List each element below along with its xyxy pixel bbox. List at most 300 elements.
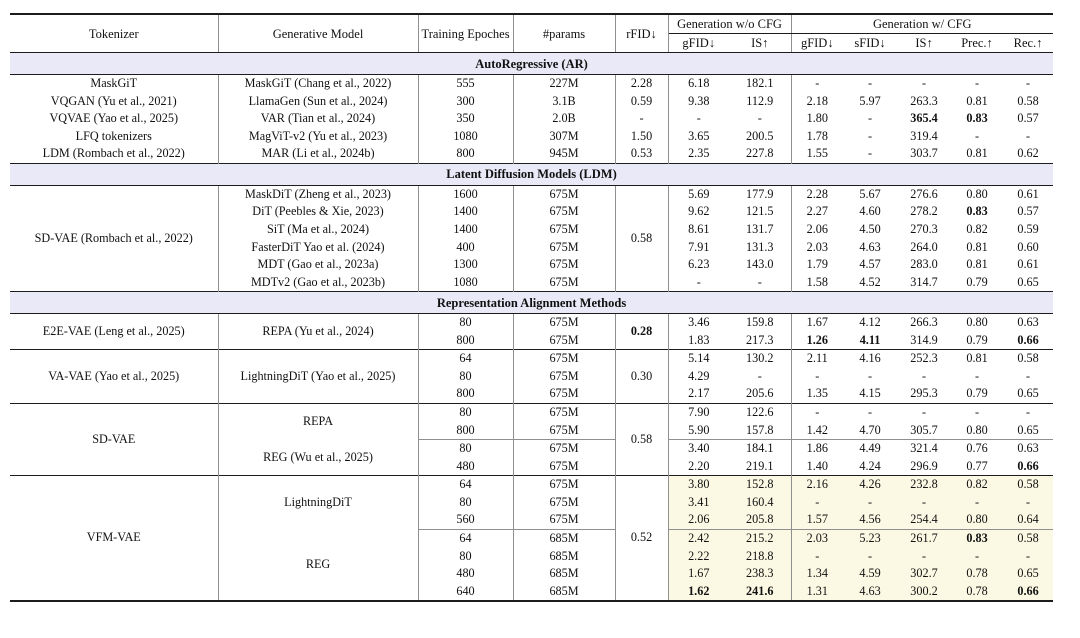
cell-gfid-w: - bbox=[815, 76, 820, 90]
cell-is-wo: 200.5 bbox=[729, 128, 791, 146]
cell-gfid-w: - bbox=[791, 548, 843, 566]
cell-tokenizer: VFM-VAE bbox=[10, 476, 218, 601]
cell-gfid-w: 1.79 bbox=[806, 257, 828, 272]
col-header-params: #params bbox=[513, 14, 615, 53]
cell-gfid-wo: 3.41 bbox=[668, 494, 729, 512]
cell-params: 227M bbox=[513, 75, 615, 93]
cell-epochs: 64 bbox=[418, 350, 513, 368]
cell-epochs: 800 bbox=[418, 145, 513, 163]
cell-is-wo: 112.9 bbox=[729, 93, 791, 111]
cell-rfid: 0.52 bbox=[615, 476, 668, 601]
cell-sfid-w: - bbox=[867, 128, 873, 143]
cell-sfid-w: - bbox=[867, 146, 873, 161]
col-header-gfid-wo: gFID↓ bbox=[668, 34, 729, 53]
cell-is-w: 314.7 bbox=[910, 274, 938, 289]
col-header-training-epoches: Training Epoches bbox=[418, 14, 513, 53]
cell-gfid-w: 2.28 bbox=[806, 186, 828, 201]
cell-params: 675M bbox=[513, 440, 615, 458]
cell-sfid-w: 4.50 bbox=[859, 221, 881, 236]
cell-params: 675M bbox=[513, 350, 615, 368]
col-group-generation-w-cfg: Generation w/ CFG bbox=[791, 14, 1053, 34]
cell-gfid-wo: 2.42 bbox=[668, 529, 729, 547]
cell-rfid: 0.28 bbox=[615, 314, 668, 350]
cell-is-wo: 177.9 bbox=[729, 185, 791, 203]
cell-is-w: 300.2 bbox=[897, 583, 951, 602]
cell-is-w: - bbox=[921, 368, 927, 383]
cell-is-wo: 121.5 bbox=[729, 203, 791, 221]
cell-sfid-w: 4.11 bbox=[859, 332, 881, 347]
cell-prec: 0.81 bbox=[966, 257, 988, 272]
cell-sfid-w: 4.24 bbox=[859, 458, 881, 473]
cell-is-wo: 159.8 bbox=[729, 314, 791, 332]
cell-is-wo: 218.8 bbox=[729, 548, 791, 566]
table-row bbox=[10, 185, 1053, 203]
cell-is-wo: 122.6 bbox=[729, 404, 791, 422]
cell-gfid-wo: 6.18 bbox=[688, 76, 710, 90]
cell-tokenizer: LFQ tokenizers bbox=[10, 128, 218, 146]
table-row bbox=[10, 314, 1053, 332]
section-title: Latent Diffusion Models (LDM) bbox=[10, 163, 1053, 185]
results-table bbox=[10, 13, 1053, 602]
cell-rec: 0.57 bbox=[1017, 111, 1039, 126]
cell-params: 685M bbox=[513, 565, 615, 583]
cell-model: MaskDiT (Zheng et al., 2023) bbox=[218, 185, 418, 203]
cell-rec: - bbox=[1003, 494, 1053, 512]
col-header-prec: Prec.↑ bbox=[951, 34, 1003, 53]
cell-tokenizer: SD-VAE (Rombach et al., 2022) bbox=[10, 185, 218, 291]
cell-gfid-w: 1.80 bbox=[806, 111, 828, 126]
cell-gfid-w: 2.06 bbox=[806, 221, 828, 236]
cell-params: 675M bbox=[513, 314, 615, 332]
section-band-row bbox=[10, 292, 1053, 314]
cell-rec: 0.66 bbox=[1017, 458, 1039, 473]
cell-sfid-w: - bbox=[843, 404, 897, 422]
cell-prec: 0.78 bbox=[951, 583, 1003, 602]
cell-rec: 0.62 bbox=[1017, 146, 1039, 161]
cell-is-w: 319.4 bbox=[910, 128, 938, 143]
table-row bbox=[10, 75, 1053, 93]
table-body bbox=[10, 53, 1053, 602]
cell-gfid-wo: 6.23 bbox=[688, 257, 710, 272]
cell-is-w: 283.0 bbox=[910, 257, 938, 272]
cell-prec: 0.81 bbox=[966, 146, 988, 161]
cell-prec: - bbox=[951, 494, 1003, 512]
cell-gfid-w: 2.03 bbox=[791, 529, 843, 547]
cell-params: 2.0B bbox=[513, 110, 615, 128]
cell-params: 685M bbox=[513, 529, 615, 547]
cell-gfid-w: 1.31 bbox=[791, 583, 843, 602]
cell-gfid-wo: 5.69 bbox=[688, 186, 710, 201]
cell-rec: 0.65 bbox=[1017, 386, 1039, 401]
cell-sfid-w: 4.52 bbox=[859, 274, 881, 289]
cell-is-w: 261.7 bbox=[897, 529, 951, 547]
cell-epochs: 1400 bbox=[418, 203, 513, 221]
cell-model: MaskGiT (Chang et al., 2022) bbox=[218, 75, 418, 93]
cell-gfid-w: 1.40 bbox=[806, 458, 828, 473]
cell-prec: 0.82 bbox=[966, 221, 988, 236]
cell-prec: 0.79 bbox=[966, 274, 988, 289]
cell-sfid-w: 5.23 bbox=[843, 529, 897, 547]
cell-epochs: 555 bbox=[418, 75, 513, 93]
cell-model: FasterDiT Yao et al. (2024) bbox=[218, 239, 418, 257]
cell-is-w: 266.3 bbox=[910, 315, 938, 330]
cell-gfid-wo: 2.22 bbox=[668, 548, 729, 566]
cell-rfid: 0.59 bbox=[615, 93, 668, 111]
cell-model: MDT (Gao et al., 2023a) bbox=[218, 256, 418, 274]
cell-gfid-w: 2.18 bbox=[806, 93, 828, 108]
cell-model: DiT (Peebles & Xie, 2023) bbox=[218, 203, 418, 221]
table-row bbox=[10, 350, 1053, 368]
cell-model: LlamaGen (Sun et al., 2024) bbox=[218, 93, 418, 111]
cell-rec: - bbox=[1026, 128, 1031, 143]
cell-gfid-w: - bbox=[791, 404, 843, 422]
cell-is-wo: 131.7 bbox=[729, 221, 791, 239]
cell-model: LightningDiT (Yao et al., 2025) bbox=[218, 350, 418, 404]
cell-gfid-wo: 5.14 bbox=[668, 350, 729, 368]
cell-params: 675M bbox=[513, 385, 615, 403]
cell-epochs: 80 bbox=[418, 314, 513, 332]
cell-model: REG (Wu et al., 2025) bbox=[218, 440, 418, 476]
col-header-is-wo: IS↑ bbox=[729, 34, 791, 53]
cell-sfid-w: 4.63 bbox=[843, 583, 897, 602]
cell-epochs: 80 bbox=[418, 440, 513, 458]
cell-is-wo: 130.2 bbox=[729, 350, 791, 368]
cell-epochs: 80 bbox=[418, 368, 513, 386]
cell-epochs: 300 bbox=[418, 93, 513, 111]
cell-epochs: 80 bbox=[418, 494, 513, 512]
col-header-tokenizer: Tokenizer bbox=[10, 14, 218, 53]
cell-gfid-w: 2.11 bbox=[791, 350, 843, 368]
cell-rec: 0.65 bbox=[1003, 565, 1053, 583]
cell-prec: 0.83 bbox=[951, 529, 1003, 547]
cell-is-wo: 184.1 bbox=[729, 440, 791, 458]
cell-is-wo: 143.0 bbox=[729, 256, 791, 274]
cell-epochs: 80 bbox=[418, 548, 513, 566]
cell-is-wo: 219.1 bbox=[729, 458, 791, 476]
cell-gfid-wo: 3.80 bbox=[668, 476, 729, 494]
cell-params: 945M bbox=[513, 145, 615, 163]
cell-is-w: 232.8 bbox=[897, 476, 951, 494]
cell-is-w: 276.6 bbox=[910, 186, 938, 201]
cell-sfid-w: 4.57 bbox=[859, 257, 881, 272]
cell-gfid-wo: 3.46 bbox=[688, 315, 710, 330]
cell-epochs: 800 bbox=[418, 385, 513, 403]
cell-prec: - bbox=[951, 548, 1003, 566]
cell-params: 675M bbox=[513, 404, 615, 422]
cell-is-w: 305.7 bbox=[910, 422, 938, 437]
cell-rec: 0.66 bbox=[1017, 332, 1039, 347]
cell-sfid-w: 5.67 bbox=[859, 186, 881, 201]
cell-params: 675M bbox=[513, 368, 615, 386]
cell-model: MagViT-v2 (Yu et al., 2023) bbox=[218, 128, 418, 146]
cell-params: 307M bbox=[513, 128, 615, 146]
cell-is-w: 365.4 bbox=[910, 111, 938, 126]
cell-sfid-w: 4.56 bbox=[843, 511, 897, 529]
cell-is-w: 263.3 bbox=[910, 93, 938, 108]
cell-is-wo: 160.4 bbox=[729, 494, 791, 512]
cell-params: 675M bbox=[513, 203, 615, 221]
cell-sfid-w: - bbox=[867, 76, 873, 90]
cell-rec: 0.57 bbox=[1017, 204, 1039, 219]
cell-rfid: 0.58 bbox=[615, 185, 668, 291]
cell-rec: 0.64 bbox=[1003, 511, 1053, 529]
cell-prec: - bbox=[974, 128, 980, 143]
header-row-groups bbox=[10, 14, 1053, 34]
cell-gfid-w: 1.34 bbox=[791, 565, 843, 583]
cell-is-w: 303.7 bbox=[910, 146, 938, 161]
cell-sfid-w: 4.49 bbox=[843, 440, 897, 458]
cell-rec: 0.65 bbox=[1017, 274, 1039, 289]
cell-is-w: 321.4 bbox=[897, 440, 951, 458]
table-header bbox=[10, 14, 1053, 53]
cell-is-wo: - bbox=[729, 110, 791, 128]
cell-gfid-wo: 5.90 bbox=[688, 422, 710, 437]
cell-params: 675M bbox=[513, 185, 615, 203]
cell-gfid-wo: 2.35 bbox=[688, 146, 710, 161]
cell-prec: 0.79 bbox=[966, 332, 988, 347]
cell-sfid-w: 4.59 bbox=[843, 565, 897, 583]
cell-tokenizer: LDM (Rombach et al., 2022) bbox=[10, 145, 218, 163]
cell-params: 675M bbox=[513, 274, 615, 292]
cell-rec: - bbox=[1026, 76, 1031, 90]
col-header-generative-model: Generative Model bbox=[218, 14, 418, 53]
cell-rec: 0.61 bbox=[1017, 186, 1039, 201]
cell-gfid-wo: 3.65 bbox=[688, 128, 710, 143]
cell-is-w: 254.4 bbox=[897, 511, 951, 529]
cell-prec: 0.80 bbox=[966, 315, 988, 330]
cell-sfid-w: 4.60 bbox=[859, 204, 881, 219]
cell-model: MDTv2 (Gao et al., 2023b) bbox=[218, 274, 418, 292]
table-row bbox=[10, 404, 1053, 422]
cell-is-w: - bbox=[897, 548, 951, 566]
col-header-rec: Rec.↑ bbox=[1003, 34, 1053, 53]
cell-gfid-wo: 9.62 bbox=[688, 204, 710, 219]
cell-gfid-w: 2.27 bbox=[806, 204, 828, 219]
cell-prec: 0.80 bbox=[966, 422, 988, 437]
cell-epochs: 640 bbox=[418, 583, 513, 602]
col-header-is-w: IS↑ bbox=[897, 34, 951, 53]
cell-tokenizer: E2E-VAE (Leng et al., 2025) bbox=[10, 314, 218, 350]
cell-rfid: 1.50 bbox=[615, 128, 668, 146]
cell-is-wo: - bbox=[729, 368, 791, 386]
cell-is-wo: 157.8 bbox=[729, 422, 791, 440]
cell-model: REPA (Yu et al., 2024) bbox=[218, 314, 418, 350]
col-header-sfid-w: sFID↓ bbox=[843, 34, 897, 53]
cell-prec: - bbox=[951, 404, 1003, 422]
cell-sfid-w: 4.15 bbox=[859, 386, 881, 401]
cell-sfid-w: 4.12 bbox=[859, 315, 881, 330]
cell-rec: - bbox=[1003, 404, 1053, 422]
cell-params: 685M bbox=[513, 583, 615, 602]
cell-is-wo: 215.2 bbox=[729, 529, 791, 547]
cell-is-w: 314.9 bbox=[910, 332, 938, 347]
cell-sfid-w: 4.16 bbox=[843, 350, 897, 368]
cell-is-w: 295.3 bbox=[910, 386, 938, 401]
cell-params: 675M bbox=[513, 256, 615, 274]
cell-is-w: 270.3 bbox=[910, 221, 938, 236]
cell-gfid-wo: 8.61 bbox=[688, 221, 710, 236]
table-row bbox=[10, 476, 1053, 494]
cell-sfid-w: - bbox=[867, 368, 873, 383]
cell-params: 675M bbox=[513, 511, 615, 529]
cell-tokenizer: VQVAE (Yao et al., 2025) bbox=[10, 110, 218, 128]
cell-epochs: 80 bbox=[418, 404, 513, 422]
cell-params: 675M bbox=[513, 458, 615, 476]
cell-rec: 0.58 bbox=[1017, 93, 1039, 108]
cell-is-w: 278.2 bbox=[910, 204, 938, 219]
cell-gfid-w: 1.58 bbox=[806, 274, 828, 289]
table-row bbox=[10, 93, 1053, 111]
cell-rfid: 0.30 bbox=[615, 350, 668, 404]
col-group-generation-wo-cfg: Generation w/o CFG bbox=[668, 14, 791, 34]
cell-epochs: 64 bbox=[418, 529, 513, 547]
cell-gfid-w: 1.35 bbox=[806, 386, 828, 401]
table-row bbox=[10, 145, 1053, 163]
cell-epochs: 800 bbox=[418, 422, 513, 440]
cell-epochs: 1080 bbox=[418, 274, 513, 292]
cell-is-w: 264.0 bbox=[910, 239, 938, 254]
cell-epochs: 480 bbox=[418, 565, 513, 583]
cell-params: 675M bbox=[513, 221, 615, 239]
cell-gfid-w: 1.42 bbox=[806, 422, 828, 437]
cell-tokenizer: SD-VAE bbox=[10, 404, 218, 476]
cell-gfid-wo: 4.29 bbox=[688, 368, 710, 383]
cell-rec: 0.59 bbox=[1017, 221, 1039, 236]
cell-is-wo: 227.8 bbox=[729, 145, 791, 163]
cell-gfid-wo: 1.83 bbox=[688, 332, 710, 347]
cell-is-w: - bbox=[897, 404, 951, 422]
cell-prec: 0.81 bbox=[966, 93, 988, 108]
cell-epochs: 480 bbox=[418, 458, 513, 476]
cell-gfid-wo: 3.40 bbox=[668, 440, 729, 458]
cell-epochs: 64 bbox=[418, 476, 513, 494]
cell-model: LightningDiT bbox=[218, 476, 418, 530]
cell-gfid-wo: 7.91 bbox=[688, 239, 710, 254]
cell-prec: 0.80 bbox=[966, 186, 988, 201]
cell-epochs: 1400 bbox=[418, 221, 513, 239]
cell-params: 675M bbox=[513, 422, 615, 440]
cell-is-w: 296.9 bbox=[910, 458, 938, 473]
section-band-row bbox=[10, 163, 1053, 185]
cell-prec: - bbox=[974, 76, 980, 90]
cell-prec: 0.80 bbox=[951, 511, 1003, 529]
cell-tokenizer: VA-VAE (Yao et al., 2025) bbox=[10, 350, 218, 404]
cell-rfid: - bbox=[615, 110, 668, 128]
cell-is-wo: 131.3 bbox=[729, 239, 791, 257]
cell-is-wo: 205.8 bbox=[729, 511, 791, 529]
cell-rfid: 2.28 bbox=[615, 75, 668, 93]
cell-params: 675M bbox=[513, 239, 615, 257]
section-title: AutoRegressive (AR) bbox=[10, 53, 1053, 75]
cell-params: 675M bbox=[513, 476, 615, 494]
cell-model: REG bbox=[218, 529, 418, 601]
cell-rec: 0.61 bbox=[1017, 257, 1039, 272]
cell-gfid-w: 2.03 bbox=[806, 239, 828, 254]
cell-gfid-w: 1.57 bbox=[791, 511, 843, 529]
cell-epochs: 1600 bbox=[418, 185, 513, 203]
cell-sfid-w: - bbox=[843, 494, 897, 512]
cell-gfid-wo: 2.06 bbox=[668, 511, 729, 529]
cell-rec: 0.66 bbox=[1003, 583, 1053, 602]
col-header-rfid: rFID↓ bbox=[615, 14, 668, 53]
cell-is-wo: 152.8 bbox=[729, 476, 791, 494]
cell-prec: 0.81 bbox=[966, 239, 988, 254]
cell-gfid-wo: - bbox=[696, 274, 701, 289]
cell-is-wo: 182.1 bbox=[729, 75, 791, 93]
cell-gfid-wo: 1.67 bbox=[668, 565, 729, 583]
cell-rec: 0.65 bbox=[1017, 422, 1039, 437]
cell-gfid-w: - bbox=[815, 368, 820, 383]
cell-is-w: - bbox=[897, 494, 951, 512]
section-title: Representation Alignment Methods bbox=[10, 292, 1053, 314]
cell-prec: 0.79 bbox=[966, 386, 988, 401]
cell-tokenizer: MaskGiT bbox=[10, 75, 218, 93]
cell-gfid-wo: 1.62 bbox=[668, 583, 729, 602]
cell-params: 3.1B bbox=[513, 93, 615, 111]
cell-rec: 0.58 bbox=[1003, 476, 1053, 494]
cell-gfid-wo: 9.38 bbox=[688, 93, 710, 108]
cell-epochs: 1300 bbox=[418, 256, 513, 274]
cell-prec: 0.82 bbox=[951, 476, 1003, 494]
cell-rfid: 0.58 bbox=[615, 404, 668, 476]
cell-epochs: 1080 bbox=[418, 128, 513, 146]
cell-is-wo: 238.3 bbox=[729, 565, 791, 583]
cell-prec: 0.83 bbox=[966, 111, 988, 126]
cell-rec: 0.58 bbox=[1003, 350, 1053, 368]
cell-epochs: 800 bbox=[418, 332, 513, 350]
cell-rec: 0.63 bbox=[1017, 315, 1039, 330]
cell-epochs: 560 bbox=[418, 511, 513, 529]
cell-gfid-w: 2.16 bbox=[791, 476, 843, 494]
cell-gfid-w: 1.78 bbox=[806, 128, 828, 143]
cell-params: 685M bbox=[513, 548, 615, 566]
cell-gfid-w: 1.55 bbox=[806, 146, 828, 161]
cell-prec: 0.76 bbox=[951, 440, 1003, 458]
cell-sfid-w: 5.97 bbox=[859, 93, 881, 108]
cell-tokenizer: VQGAN (Yu et al., 2021) bbox=[10, 93, 218, 111]
cell-prec: 0.78 bbox=[951, 565, 1003, 583]
cell-sfid-w: 4.63 bbox=[859, 239, 881, 254]
cell-gfid-wo: 2.17 bbox=[688, 386, 710, 401]
cell-gfid-w: - bbox=[791, 494, 843, 512]
cell-is-wo: 205.6 bbox=[729, 385, 791, 403]
cell-rec: 0.63 bbox=[1003, 440, 1053, 458]
table-row bbox=[10, 110, 1053, 128]
cell-model: REPA bbox=[218, 404, 418, 440]
cell-params: 675M bbox=[513, 332, 615, 350]
cell-model: SiT (Ma et al., 2024) bbox=[218, 221, 418, 239]
cell-is-w: - bbox=[921, 76, 927, 90]
cell-gfid-wo: 2.20 bbox=[688, 458, 710, 473]
cell-is-w: 252.3 bbox=[897, 350, 951, 368]
section-band-row bbox=[10, 53, 1053, 75]
cell-rfid: 0.53 bbox=[615, 145, 668, 163]
cell-rec: - bbox=[1026, 368, 1031, 383]
table-row bbox=[10, 128, 1053, 146]
cell-epochs: 350 bbox=[418, 110, 513, 128]
cell-is-wo: 241.6 bbox=[729, 583, 791, 602]
cell-sfid-w: - bbox=[867, 111, 873, 126]
cell-prec: 0.83 bbox=[966, 204, 988, 219]
cell-sfid-w: - bbox=[843, 548, 897, 566]
cell-model: MAR (Li et al., 2024b) bbox=[218, 145, 418, 163]
cell-rec: - bbox=[1003, 548, 1053, 566]
cell-gfid-wo: 7.90 bbox=[668, 404, 729, 422]
cell-gfid-wo: - bbox=[696, 111, 701, 126]
cell-sfid-w: 4.26 bbox=[843, 476, 897, 494]
cell-prec: 0.81 bbox=[951, 350, 1003, 368]
col-header-gfid-w: gFID↓ bbox=[791, 34, 843, 53]
